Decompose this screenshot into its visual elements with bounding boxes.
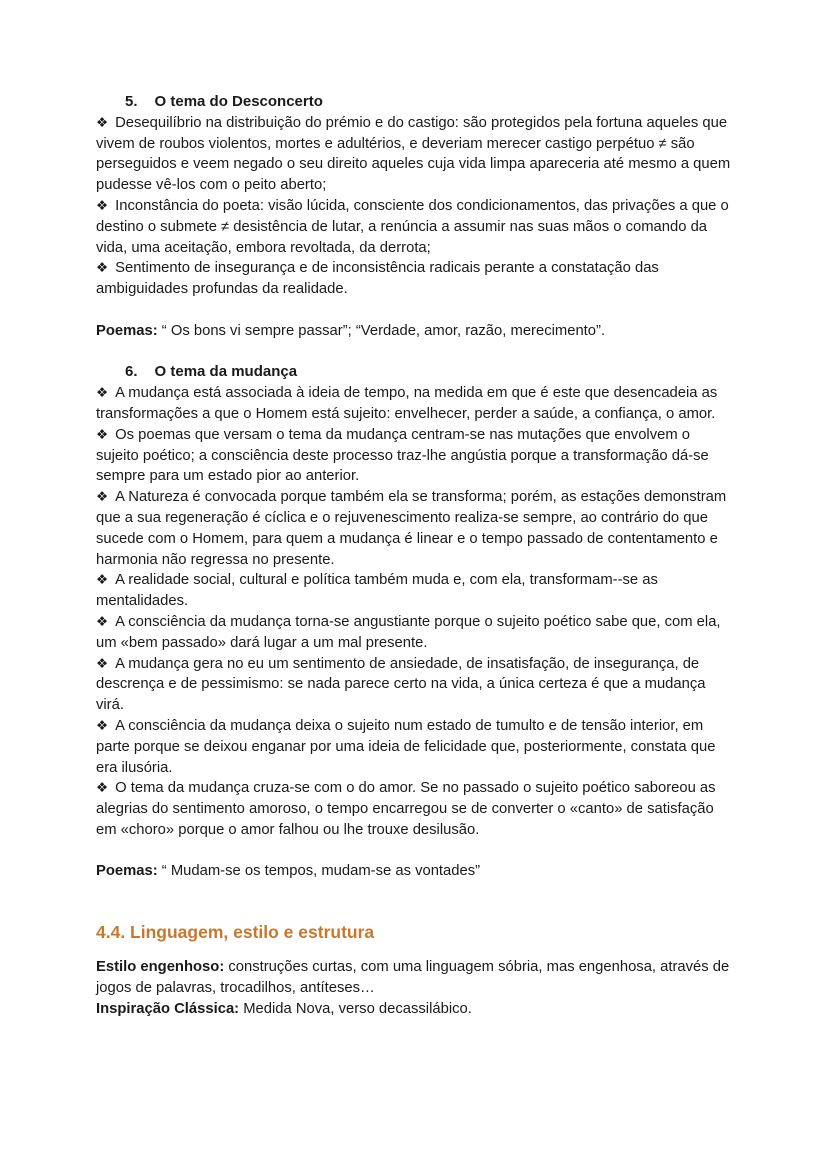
bullet-item [96,570,732,612]
bullet-item [96,258,732,300]
bullet-text: Os poemas que versam o tema da mudança centram-se nas mutações que envolvem o sujeito poético; a consciência deste processo traz-lhe angústia porque a transformação dá-se sempre para um estado pior ao anterior. [96,426,709,485]
diamond-bullet-icon: ❖ [96,260,109,276]
estilo-block [96,957,732,1019]
bullet-item [96,113,732,196]
heading-number: 5. [125,93,138,110]
diamond-bullet-icon: ❖ [96,426,109,442]
diamond-bullet-icon: ❖ [96,489,109,505]
heading-number: 6. [125,363,138,381]
bullet-item [96,654,732,716]
inspiracao-label: Inspiração Clássica: [96,1000,240,1017]
heading-title: O tema do Desconcerto [154,93,323,110]
section-4-4-heading: 4.4. Linguagem, estilo e estrutura [96,922,375,943]
diamond-bullet-icon: ❖ [96,717,109,733]
blank-line [96,841,732,862]
diamond-bullet-icon: ❖ [96,114,109,130]
bullet-text: A consciência da mudança deixa o sujeito num estado de tumulto e de tensão interior, em parte porque se deixou enganar por uma ideia de felicidade que, posteriormente, constata que era ilusória. [96,717,716,776]
diamond-bullet-icon: ❖ [96,572,109,588]
bullet-text: A mudança está associada à ideia de tempo, na medida em que é este que desencadeia as transformações a que o Homem está sujeito: envelhecer, perder a saúde, a confiança, o amor. [96,385,718,422]
bullet-text: A consciência da mudança torna-se angustiante porque o sujeito poético sabe que, com ela, um «bem passado» dará lugar a um mal presente. [96,613,721,651]
poemas-label: Poemas: [96,322,158,339]
bullet-text: A Natureza é convocada porque também ela se transforma; porém, as estações demonstram que a sua regeneração é cíclica e o rejuvenescimento realiza-se sempre, ao contrário do que sucede com o Homem, para quem a mudança é linear e o tempo passado de contentamento e harmonia não regressa no presente. [96,489,727,568]
poemas-text: “ Os bons vi sempre passar”; “Verdade, amor, razão, merecimento”. [157,322,606,339]
inspiracao-text: Medida Nova, verso decassilábico. [239,1000,472,1017]
bullet-text: O tema da mudança cruza-se com o do amor. Se no passado o sujeito poético saboreou as alegrias do sentimento amoroso, o tempo encarregou se de converter o «canto» de satisfação em «choro» porque o amor falhou ou lhe trouxe desilusão. [96,780,716,838]
diamond-bullet-icon: ❖ [96,780,109,796]
diamond-bullet-icon: ❖ [96,613,109,629]
poemas-line-5 [96,321,732,342]
bullet-item [96,487,732,570]
bullet-item [96,383,732,425]
bullet-item [96,778,732,840]
bullet-text: Desequilíbrio na distribuição do prémio e do castigo: são protegidos pela fortuna aqueles que vivem de roubos violentos, mortes e adultérios, e deveriam merecer castigo perpétuo ≠ são perseguidos e veem negado o seu direito aqueles cuja vida limpa apareceria até mesmo a quem pudesse vê-los com o peito aberto; [96,114,731,194]
blank-line [96,300,732,321]
bullet-text: Sentimento de insegurança e de inconsistência radicais perante a constatação das ambiguidades profundas da realidade. [96,260,659,298]
poemas-label: Poemas: [96,863,158,880]
bullet-item [96,612,732,654]
inspiracao-paragraph [96,999,732,1020]
poemas-line-6 [96,861,732,882]
diamond-bullet-icon: ❖ [96,197,109,213]
bullet-text: A realidade social, cultural e política também muda e, com ela, transformam--se as mentalidades. [96,572,658,610]
blank-line [96,342,732,363]
bullet-item [96,196,732,258]
bullet-text: A mudança gera no eu um sentimento de ansiedade, de insatisfação, de insegurança, de descrença e de pessimismo: se nada parece certo na vida, a única certeza é que a mudança virá. [96,655,706,714]
bullet-list-6 [96,383,732,841]
section-5-heading [125,92,732,113]
estilo-label: Estilo engenhoso: [96,959,225,976]
bullet-list-5 [96,113,732,300]
heading-title: O tema da mudança [154,363,298,381]
bullet-item [96,716,732,778]
diamond-bullet-icon: ❖ [96,385,109,401]
bullet-item [96,425,732,487]
estilo-text: construções curtas, com uma linguagem sóbria, mas engenhosa, através de jogos de palavras, trocadilhos, antíteses… [96,959,730,997]
bullet-text: Inconstância do poeta: visão lúcida, consciente dos condicionamentos, das privações a que o destino o submete ≠ desistência de lutar, a renúncia a assumir nas suas mãos o comando da vida, uma aceitação, embora revoltada, da derrota; [96,197,729,256]
diamond-bullet-icon: ❖ [96,655,109,671]
estilo-paragraph [96,957,732,999]
poemas-text: “ Mudam-se os tempos, mudam-se as vontades” [157,863,481,880]
section-6-heading [125,362,732,383]
